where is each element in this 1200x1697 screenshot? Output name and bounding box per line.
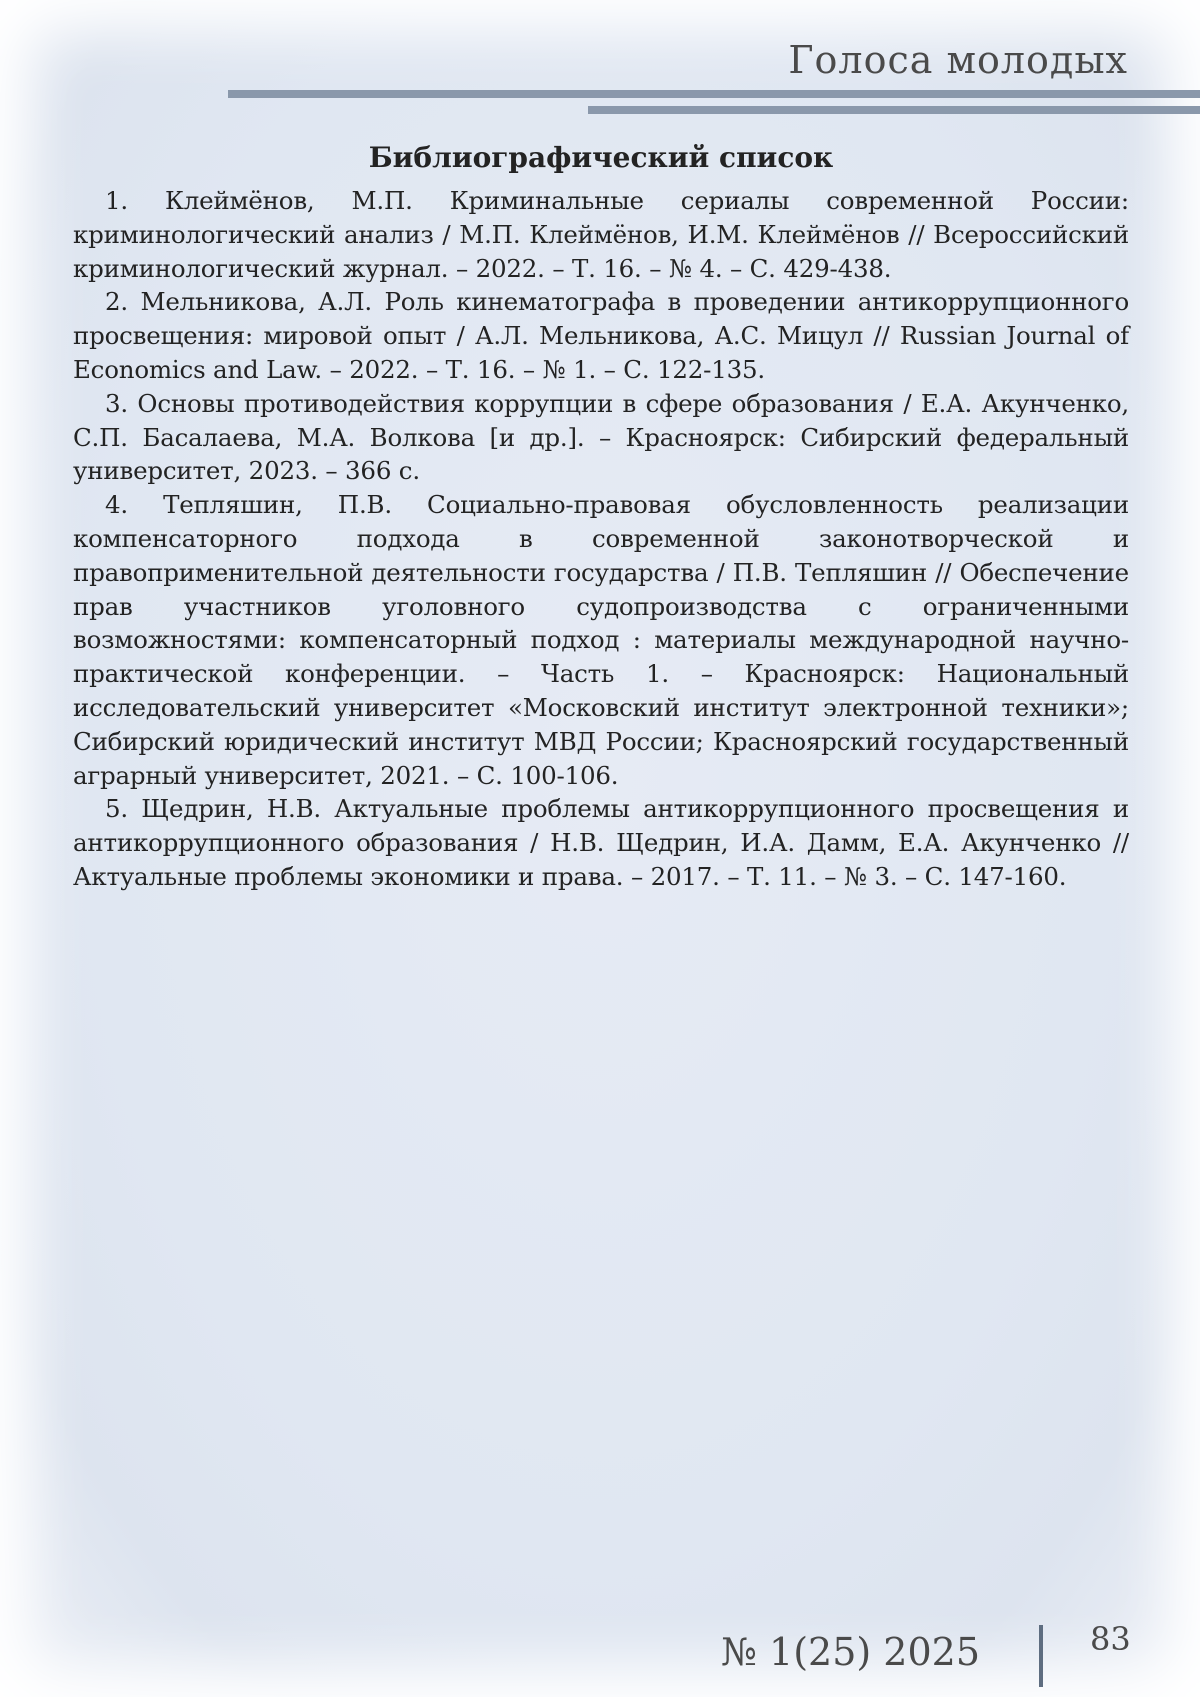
footer-divider [1039, 1625, 1043, 1687]
bibliography-title: Библиографический список [368, 141, 834, 174]
bibliography-entry: 1. Клеймёнов, М.П. Криминальные сериалы современной России: криминологический анализ / М.П. Клеймёнов, И.М. Клеймёнов // Всероссийский криминологический журнал. – 2022. – Т. 16. – № 4. – С. 429-438. [73, 186, 1129, 283]
bibliography-entry: 5. Щедрин, Н.В. Актуальные проблемы антикоррупционного просвещения и антикоррупционного образования / Н.В. Щедрин, И.А. Дамм, Е.А. Акунченко // Актуальные проблемы экономики и права. – 2017. – Т. 11. – № 3. – С. 147-160. [73, 794, 1129, 891]
bibliography-entry: 2. Мельникова, А.Л. Роль кинематографа в проведении антикоррупционного просвещения: мировой опыт / А.Л. Мельникова, А.С. Мицул // Russian Journal of Economics and Law. – 2022. – Т. 16. – № 1. – С. 122-135. [73, 287, 1129, 384]
bibliography [73, 140, 1129, 894]
page-number: 83 [1090, 1620, 1131, 1658]
bibliography-entry: 3. Основы противодействия коррупции в сфере образования / Е.А. Акунченко, С.П. Басалаева, М.А. Волкова [и др.]. – Красноярск: Сибирский федеральный университет, 2023. – 366 с. [73, 388, 1129, 486]
section-title: Голоса молодых [788, 38, 1128, 82]
bibliography-entry: 4. Тепляшин, П.В. Социально-правовая обусловленность реализации компенсаторного подхода в современной законотворческой и правоприменительной деятельности государства / П.В. Тепляшин // Обеспечение прав участников уголовного судопроизводства с ограниченными возможностями: компенсаторный подход : материалы международной научно-практической конференции. – Часть 1. – Красноярск: Национальный исследовательский университет «Московский институт электронной техники»; Сибирский юридический институт МВД России; Красноярский государственный аграрный университет, 2021. – С. 100-106. [73, 490, 1129, 790]
header-rule-bottom [588, 106, 1200, 114]
issue-number: № 1(25) 2025 [720, 1630, 980, 1674]
header-rule-top [228, 90, 1200, 98]
